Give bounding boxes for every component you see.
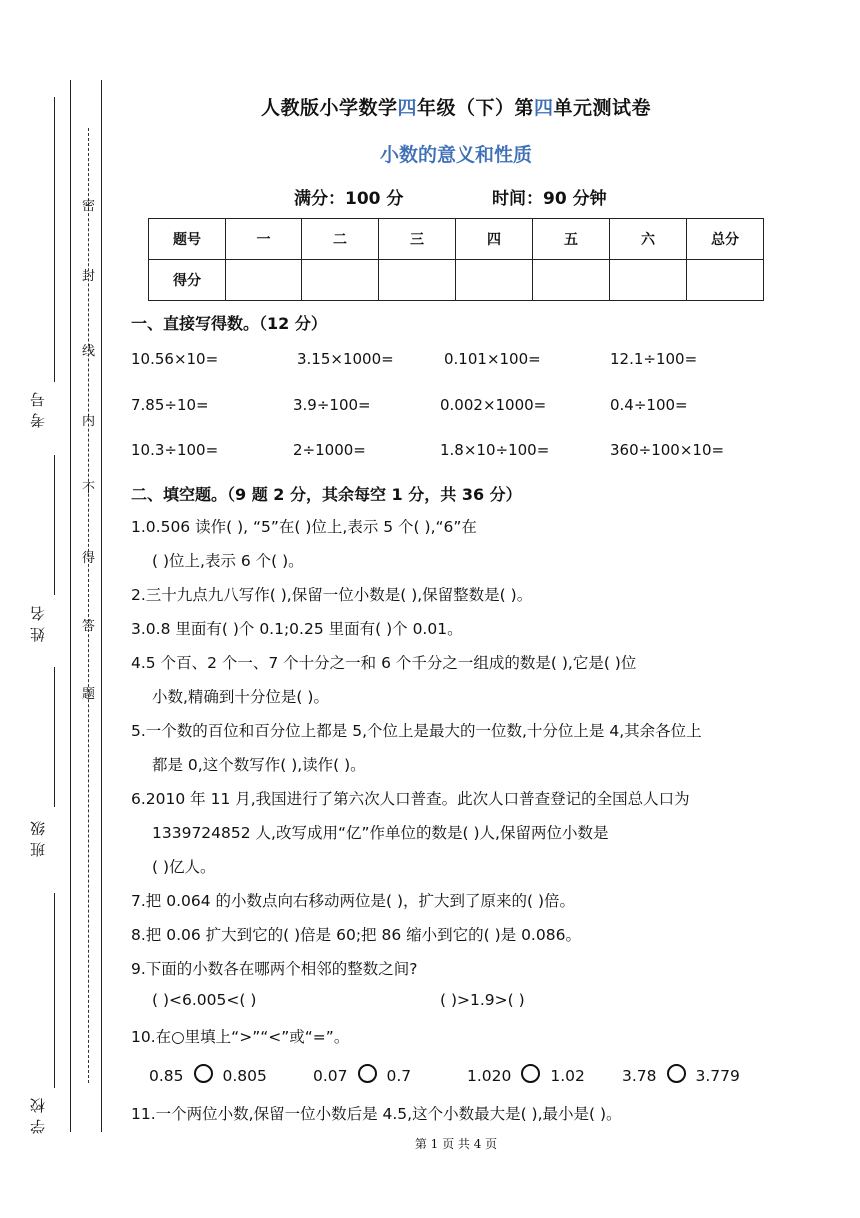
name-label: 姓名 (29, 600, 47, 642)
circle-blank-icon[interactable] (358, 1064, 377, 1083)
score-input-cell[interactable] (379, 260, 456, 301)
calc-item: 10.56×10= (131, 350, 219, 368)
calc-item: 10.3÷100= (131, 441, 219, 459)
score-cell: 五 (533, 219, 610, 260)
score-input-cell[interactable] (687, 260, 764, 301)
school-label: 学校 (29, 1092, 47, 1134)
compare-item (313, 1064, 411, 1085)
question-8: 8.把 0.06 扩大到它的( )倍是 60;把 86 缩小到它的( )是 0.086。 (131, 926, 581, 944)
score-table (148, 218, 764, 301)
seal-char: 内 (82, 414, 96, 429)
question-3: 3.0.8 里面有( )个 0.1;0.25 里面有( )个 0.01。 (131, 620, 463, 638)
seal-char: 题 (82, 687, 96, 702)
margin-line-inner (101, 80, 102, 1132)
title-part: 单元测试卷 (553, 97, 652, 119)
compare-left: 0.07 (313, 1067, 348, 1085)
calc-item: 3.9÷100= (293, 396, 371, 414)
score-input-cell[interactable] (226, 260, 302, 301)
score-row-label: 得分 (149, 260, 226, 301)
class-line (54, 667, 55, 807)
page-subtitle: 小数的意义和性质 (379, 144, 532, 166)
question-5: 5.一个数的百位和百分位上都是 5,个位上是最大的一位数,十分位上是 4,其余各位上 (131, 722, 702, 740)
compare-item (467, 1064, 585, 1085)
score-cell: 总分 (687, 219, 764, 260)
score-cell: 题号 (149, 219, 226, 260)
question-1: 1.0.506 读作( ), “5”在( )位上,表示 5 个( ),“6”在 (131, 518, 477, 536)
question-10: 10.在○里填上“>”“<”或“=”。 (131, 1028, 350, 1046)
school-line (54, 893, 55, 1088)
calc-item: 0.4÷100= (610, 396, 688, 414)
page-footer: 第 1 页 共 4 页 (414, 1137, 498, 1151)
score-input-cell[interactable] (302, 260, 379, 301)
calc-item: 1.8×10÷100= (440, 441, 550, 459)
score-input-cell[interactable] (533, 260, 610, 301)
question-1-cont: ( )位上,表示 6 个( )。 (152, 552, 304, 570)
full-score: 满分：100 分 (294, 189, 404, 209)
seal-char: 密 (82, 199, 96, 214)
seal-char: 答 (82, 619, 96, 634)
calc-item: 0.101×100= (444, 350, 541, 368)
circle-blank-icon[interactable] (667, 1064, 686, 1083)
compare-right: 0.7 (386, 1067, 412, 1085)
compare-right: 1.02 (550, 1067, 585, 1085)
score-cell: 四 (456, 219, 533, 260)
compare-right: 3.779 (695, 1067, 740, 1085)
calc-item: 360÷100×10= (610, 441, 725, 459)
question-9: 9.下面的小数各在哪两个相邻的整数之间? (131, 960, 418, 978)
compare-item (149, 1064, 267, 1085)
section1-heading: 一、直接写得数。（12 分） (131, 314, 327, 333)
score-cell: 一 (226, 219, 302, 260)
seal-char: 得 (82, 551, 96, 566)
question-4-cont: 小数,精确到十分位是( )。 (152, 688, 329, 706)
score-cell: 三 (379, 219, 456, 260)
seal-char: 封 (82, 269, 96, 284)
title-part-highlight: 四 (534, 97, 554, 119)
calc-item: 3.15×1000= (297, 350, 394, 368)
circle-blank-icon[interactable] (194, 1064, 213, 1083)
score-input-cell[interactable] (456, 260, 533, 301)
calc-item: 2÷1000= (293, 441, 366, 459)
exam-no-label: 考号 (29, 386, 47, 428)
compare-item (622, 1064, 740, 1085)
question-6-cont: 1339724852 人,改写成用“亿”作单位的数是( )人,保留两位小数是 (152, 824, 609, 842)
circle-blank-icon[interactable] (521, 1064, 540, 1083)
question-4: 4.5 个百、2 个一、7 个十分之一和 6 个千分之一组成的数是( ),它是( )位 (131, 654, 637, 672)
compare-left: 3.78 (622, 1067, 657, 1085)
score-cell: 六 (610, 219, 687, 260)
title-part: 人教版小学数学 (260, 97, 398, 119)
calc-item: 12.1÷100= (610, 350, 698, 368)
question-6-cont: ( )亿人。 (152, 858, 216, 876)
name-line (54, 455, 55, 595)
score-table-header-row (149, 219, 764, 260)
title-part-highlight: 四 (397, 97, 417, 119)
margin-line-outer (70, 80, 71, 1132)
compare-left: 1.020 (467, 1067, 512, 1085)
seal-char: 线 (82, 344, 96, 359)
page-title (0, 93, 860, 120)
title-part: 年级（下）第 (416, 97, 534, 119)
question-9a: ( )<6.005<( ) (152, 991, 257, 1009)
score-table-score-row (149, 260, 764, 301)
question-11: 11.一个两位小数,保留一位小数后是 4.5,这个小数最大是( ),最小是( )。 (131, 1105, 622, 1123)
section2-heading: 二、填空题。（9 题 2 分，其余每空 1 分，共 36 分） (131, 485, 522, 504)
seal-char: 不 (82, 481, 96, 496)
compare-right: 0.805 (222, 1067, 267, 1085)
calc-item: 7.85÷10= (131, 396, 209, 414)
score-input-cell[interactable] (610, 260, 687, 301)
exam-time: 时间：90 分钟 (492, 189, 607, 209)
question-7: 7.把 0.064 的小数点向右移动两位是( )，扩大到了原来的( )倍。 (131, 892, 576, 910)
question-5-cont: 都是 0,这个数写作( ),读作( )。 (152, 756, 366, 774)
compare-left: 0.85 (149, 1067, 184, 1085)
question-6: 6.2010 年 11 月,我国进行了第六次人口普查。此次人口普查登记的全国总人口为 (131, 790, 690, 808)
class-label: 班级 (29, 815, 47, 857)
question-2: 2.三十九点九八写作( ),保留一位小数是( ),保留整数是( )。 (131, 586, 533, 604)
score-cell: 二 (302, 219, 379, 260)
question-9b: ( )>1.9>( ) (440, 991, 525, 1009)
calc-item: 0.002×1000= (440, 396, 547, 414)
